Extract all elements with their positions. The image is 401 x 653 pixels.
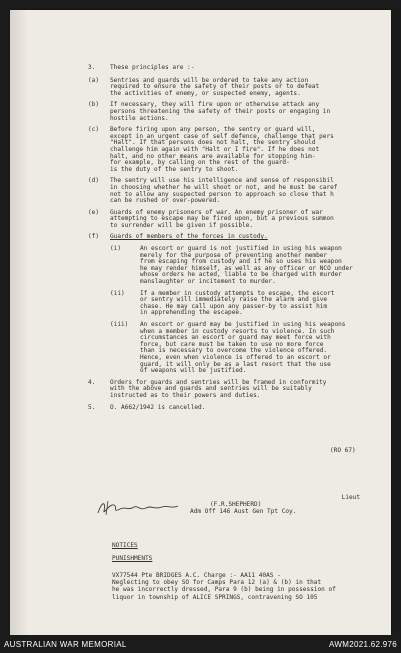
paragraph-label: (e) — [88, 208, 100, 216]
sub-paragraph-label: (i) — [110, 245, 122, 253]
page-shadow-edge — [10, 10, 28, 635]
paragraph-text: Guards of enemy prisoners of war. An enemy prisoner of war attempting to escape may be fired upon, but a previous summon to surrender will be given if possible. — [110, 208, 334, 229]
document-body — [88, 65, 388, 416]
document-page — [10, 10, 391, 635]
paragraph-b — [88, 102, 388, 122]
paragraph-text: Orders for guards and sentries will be framed in conformity with the above and guards and sentries will be suitably instructed as to their powers and duties. — [110, 378, 327, 399]
section-3 — [88, 65, 388, 72]
paragraph-c — [88, 127, 388, 173]
paragraph-text: Before firing upon any person, the sentry or guard will, except in an urgent case of self defence, challenge that pers "Halt". If that persons does not halt, the sentry should challenge him again with "Halt or I fire". If he does not halt, and no other means are available for stopping him- for example, by calling on the rest of the guard- is the duty of the sentry to shoot. — [110, 126, 334, 173]
paragraph-label: (d) — [88, 177, 100, 185]
paragraph-d — [88, 178, 388, 204]
sub-paragraph-text: An escort or guard is not justified in using his weapon merely for the purpose of preventing another member from escaping from custody and if he so uses his weapon he may render himself, as well as any officer or NCO under whose orders he acted, liable to be charged with murder manslaughter or incitement to murder. — [140, 245, 353, 286]
footer-institution: AUSTRALIAN WAR MEMORIAL — [4, 640, 127, 649]
signature-name: (F.R.SHEPHERD) — [210, 501, 262, 508]
paragraph-text: O. A662/1942 is cancelled. — [110, 403, 206, 411]
paragraph-label: (a) — [88, 76, 100, 84]
paragraph-text: Guards of members of the forces in custody. — [110, 233, 268, 241]
sub-paragraph-label: (iii) — [110, 321, 129, 328]
reference-code: (RO 67) — [330, 447, 356, 454]
signature-rank: Lieut — [341, 494, 360, 501]
handwritten-signature — [92, 497, 182, 519]
section-number: 3. — [88, 64, 96, 71]
paragraph-label: (c) — [88, 126, 100, 134]
notices-heading: NOTICES — [112, 542, 138, 549]
paragraph-e — [88, 210, 388, 230]
sub-paragraph-text: An escort or guard may be justified in using his weapons when a member in custody resorts to violence. In such circumstances an escort or guard may meet force with force, but care must be taken to use no more force than is necessary to overcome the violence offered. Hence, even when violence is offered to an escort or guard, it will only be as a last resort that the use of weapons will be justified. — [140, 321, 346, 375]
paragraph-a — [88, 78, 388, 98]
paragraph-label: (f) — [88, 233, 100, 241]
paragraph-label: 5. — [88, 403, 96, 411]
paragraph-5 — [88, 405, 388, 412]
paragraph-4 — [88, 380, 388, 400]
punishments-heading: PUNISHMENTS — [112, 555, 153, 562]
paragraph-f — [88, 234, 388, 241]
sub-paragraph-label: (ii) — [110, 289, 125, 297]
footer-accession-number: AWM2021.62.976 — [329, 640, 397, 649]
sub-paragraph-i — [110, 246, 388, 286]
section-heading: These principles are :- — [110, 64, 195, 71]
sub-paragraph-text: If a member in custody attempts to escape, the escort or sentry will immediately raise the alarm and give chase. He may call upon any passer-by to assist him in apprehending the escapee. — [140, 289, 335, 317]
paragraph-label: 4. — [88, 378, 96, 386]
sub-paragraph-ii — [110, 291, 388, 317]
signature-unit: Adm Off 146 Aust Gen Tpt Coy. — [190, 508, 297, 515]
paragraph-text: The sentry will use his intelligence and sense of responsibil in choosing whether he will shoot or not, and he must be caref not to allow any suspected person to approach so close that h can be rushed or over-powered. — [110, 177, 338, 205]
charge-record: VX77544 Pte BRIDGES A.C. Charge :- AA11 40AS - Neglecting to obey SO for Camps Para 12 (a) & (b) in that he was incorrectly dressed, Para 9 (b) being in possession of liquor in township of ALICE SPRINGS, contravening SO 105 — [112, 572, 336, 601]
paragraph-text: If necessary, they will fire upon or otherwise attack any persons threatening the safety of their posts or engaging in hostile actions. — [110, 101, 331, 122]
paragraph-text: Sentries and guards will be ordered to take any action required to ensure the safety of their posts or to defeat the activities of enemy, or suspected enemy, agents. — [110, 76, 320, 97]
signature-block — [190, 494, 390, 515]
sub-paragraph-iii — [110, 322, 388, 375]
archive-footer — [0, 635, 401, 653]
paragraph-label: (b) — [88, 101, 100, 109]
